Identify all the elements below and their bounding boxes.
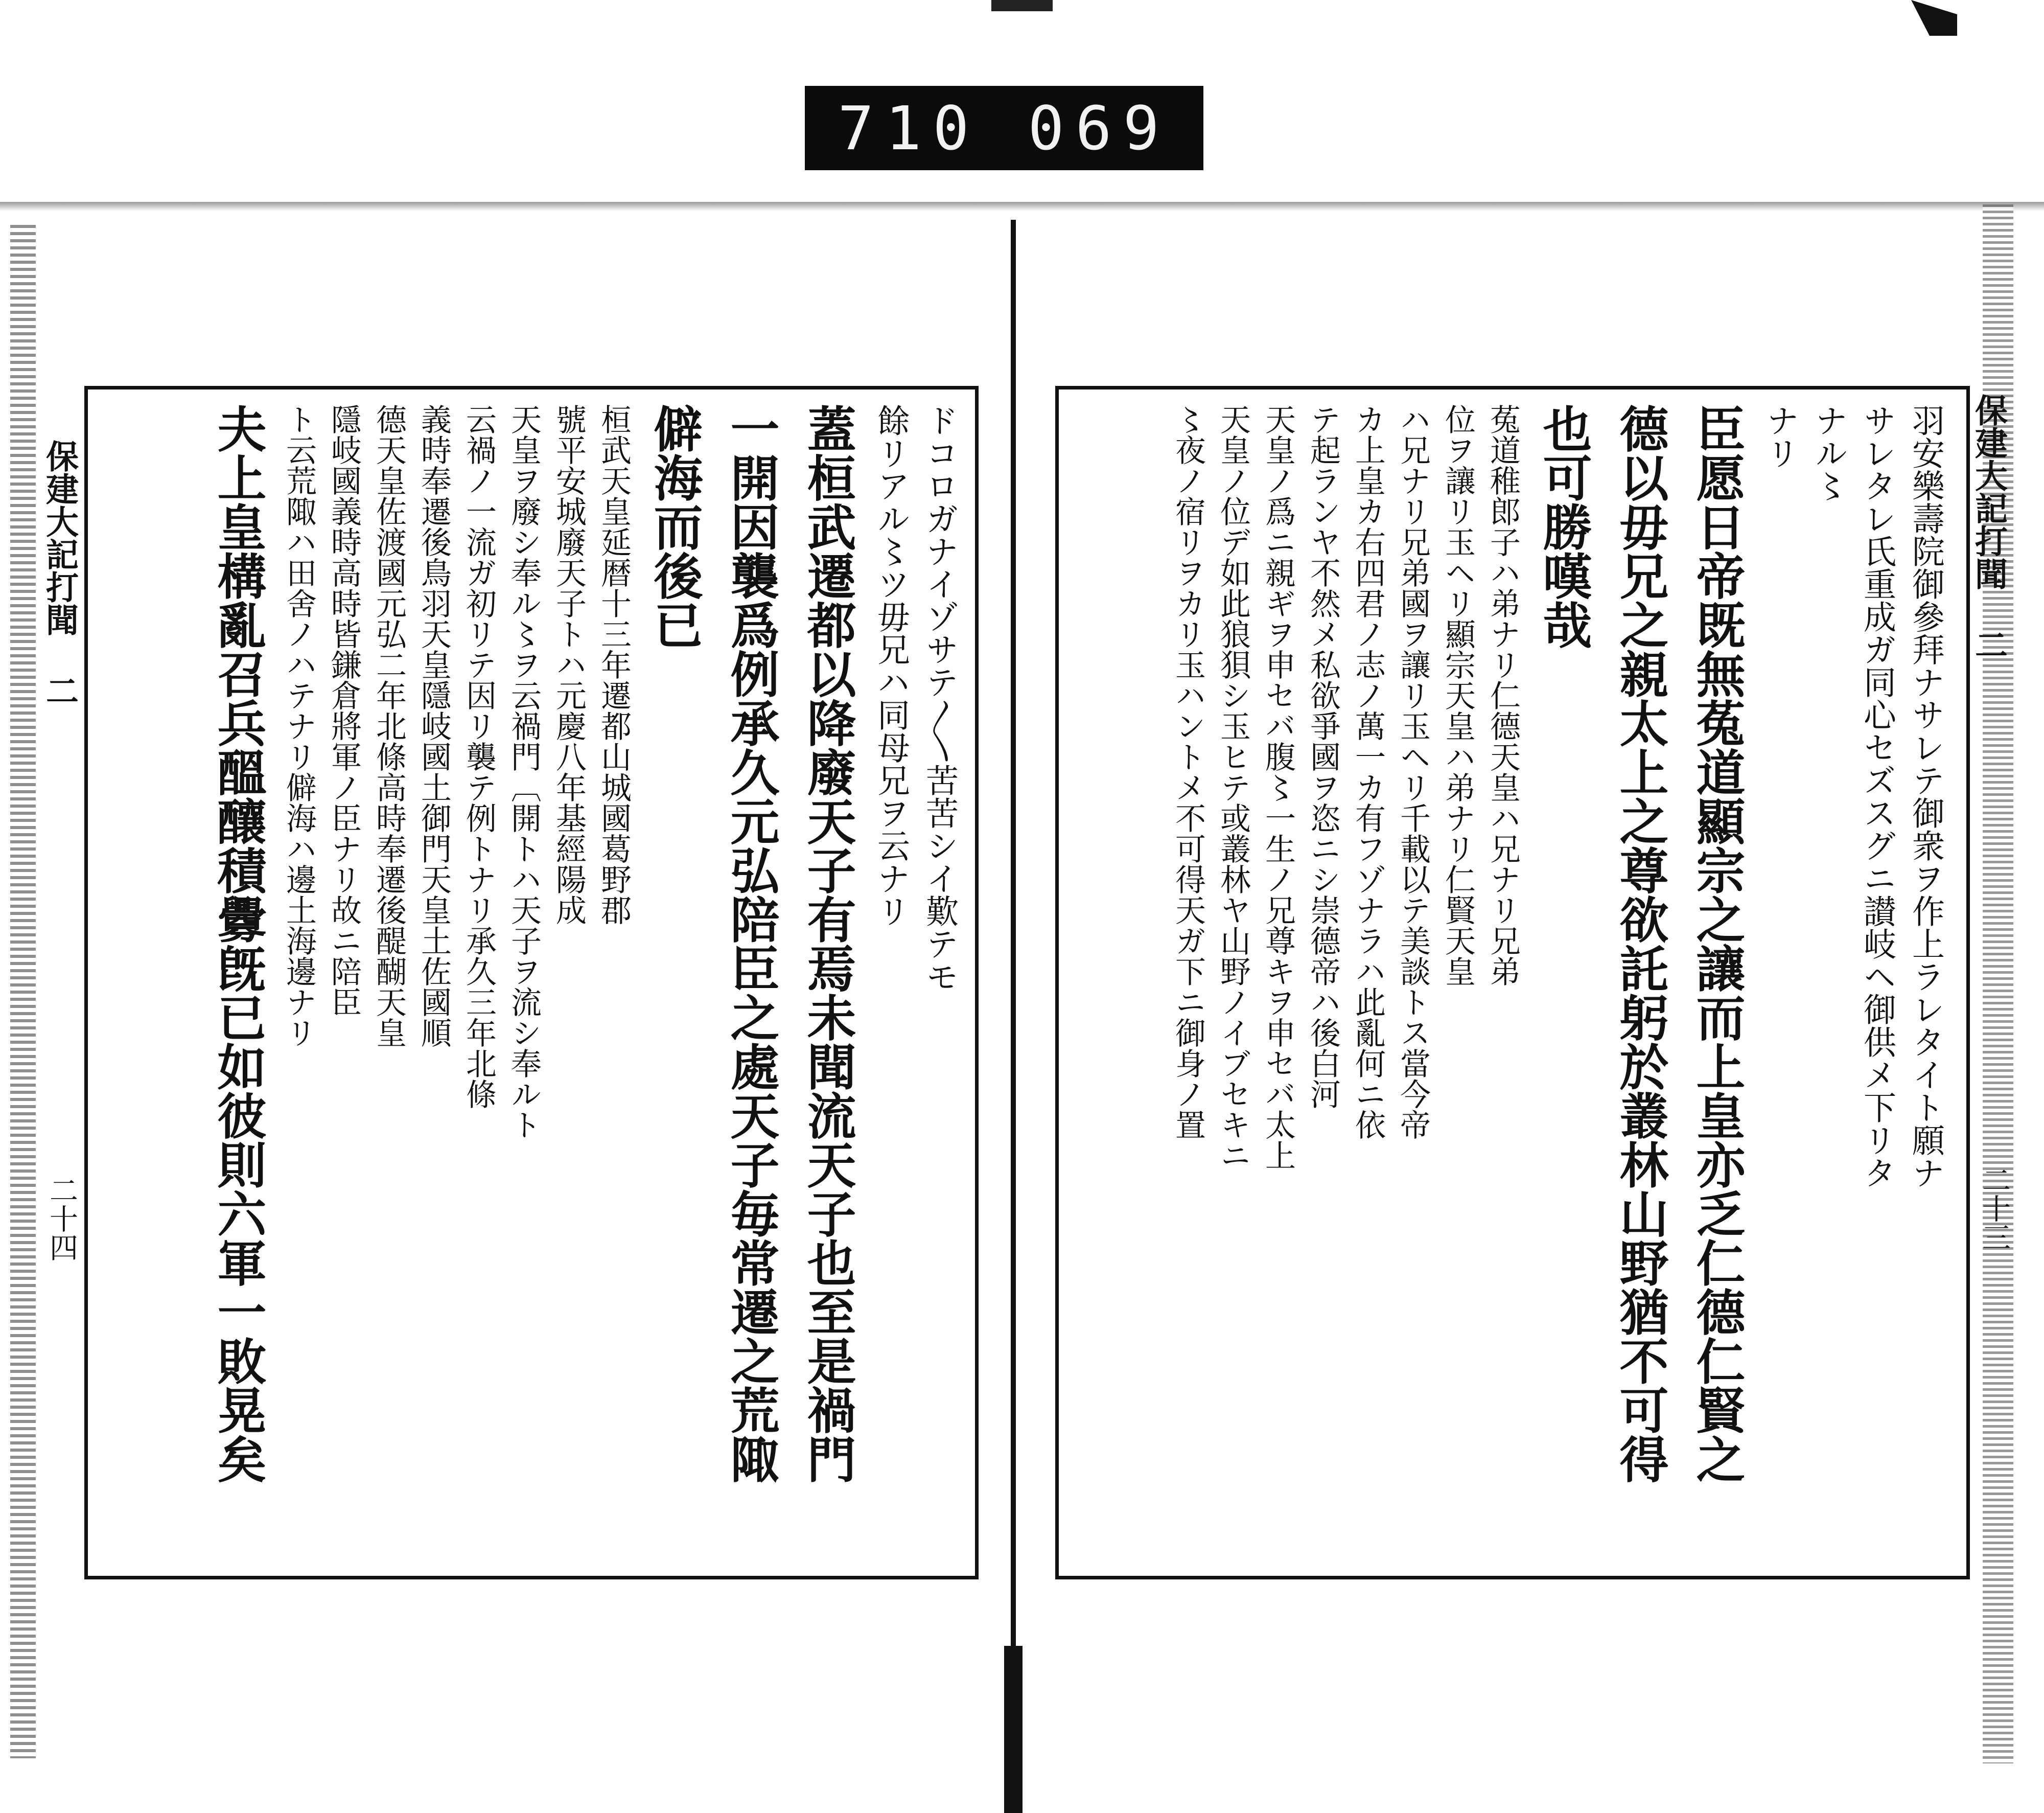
text-column: ハ兄ナリ兄弟國ヲ讓リ玉ヘリ千載以テ美談トス當今帝 [1395,404,1431,1140]
left-page-edge [10,225,36,1758]
microfilm-number-stamp: 710 069 [805,86,1203,170]
text-column: 隱岐國義時高時皆鎌倉將軍ノ臣ナリ故ニ陪臣 [326,404,362,1017]
left-margin-title: 保建大記打聞 二 [40,440,79,707]
book-spine [1011,220,1016,1813]
left-page-text [105,404,963,1559]
text-column: ドコロガナイゾサテ〳〵苦苦シイ歎テモ [920,404,958,993]
scan-mark-corner [1911,0,1957,36]
text-column: 一開因襲爲例承久元弘陪臣之處天子毎常遷之荒陬 [723,404,780,1483]
text-column: ト云荒陬ハ田舍ノハテナリ僻海ハ邊土海邊ナリ [281,404,317,1048]
right-folio-number: 二十三 [1978,1165,2011,1251]
text-column: 德天皇佐渡國元弘二年北條高時奉遷後醍醐天皇 [371,404,407,1048]
text-column: 夫上皇構亂召兵醞釀積釁旣已如彼則六軍一敗晃矣 [210,404,267,1483]
right-margin-title: 保建大記打聞 二 [1969,394,2008,661]
text-column: ナル〻 [1809,404,1847,502]
text-column: 羽安樂壽院御參拜ナサレテ御衆ヲ作上ラレタイト願ナ [1907,404,1944,1189]
text-column: サレタレ氏重成ガ同心セズスグニ讃岐ヘ御供メ下リタ [1858,404,1896,1189]
text-column: 僻海而後已 [646,404,704,649]
text-column: 義時奉遷後鳥羽天皇隱岐國土御門天皇土佐國順 [416,404,452,1048]
text-column: 菟道稚郎子ハ弟ナリ仁德天皇ハ兄ナリ兄弟 [1485,404,1521,986]
left-folio-number: 二十四 [45,1176,78,1261]
text-column: ナリ [1761,404,1799,469]
text-column: 桓武天皇延暦十三年遷都山城國葛野郡 [596,404,632,925]
text-column: カ上皇カ右四君ノ志ノ萬一カ有フゾナラハ此亂何ニ依 [1350,404,1386,1140]
text-column: 云禍ノ一流ガ初リテ因リ襲テ例トナリ承久三年北條 [461,404,497,1109]
text-column: 位ヲ讓リ玉ヘリ顯宗天皇ハ弟ナリ仁賢天皇 [1440,404,1476,986]
text-column: テ起ランヤ不然メ私欲爭國ヲ恣ニシ崇德帝ハ後白河 [1305,404,1341,1109]
text-column: 天皇ノ爲ニ親ギヲ申セバ腹〻一生ノ兄尊キヲ申セバ太上 [1260,404,1296,1171]
text-column: 天皇ノ位デ如此狼狽シ玉ヒテ或叢林ヤ山野ノイブセキニ [1215,404,1251,1171]
scan-mark-top [991,0,1053,11]
text-column: 德以毋兄之親太上之尊欲託躬於叢林山野猶不可得 [1612,404,1669,1483]
right-page-text [1071,404,1949,1559]
text-column: 天皇ヲ廢シ奉ル〻ヲ云禍門〔開トハ天子ヲ流シ奉ルト [506,404,542,1140]
binding-tassel [1004,1646,1023,1813]
text-column: 〻夜ノ宿リヲカリ玉ハントメ不可得天ガ下ニ御身ノ置 [1170,404,1206,1140]
text-column: 也可勝嘆哉 [1535,404,1593,649]
text-column: 餘リアル〻ツ毋兄ハ同母兄ヲ云ナリ [872,404,910,927]
book-top-edge [0,202,2044,211]
text-column: 號平安城廢天子トハ元慶八年基經陽成 [551,404,587,925]
text-column: 蓋桓武遷都以降廢天子有焉未聞流天子也至是禍門 [799,404,857,1483]
text-column: 臣愿日帝既無菟道顯宗之讓而上皇亦乏仁德仁賢之 [1688,404,1746,1483]
